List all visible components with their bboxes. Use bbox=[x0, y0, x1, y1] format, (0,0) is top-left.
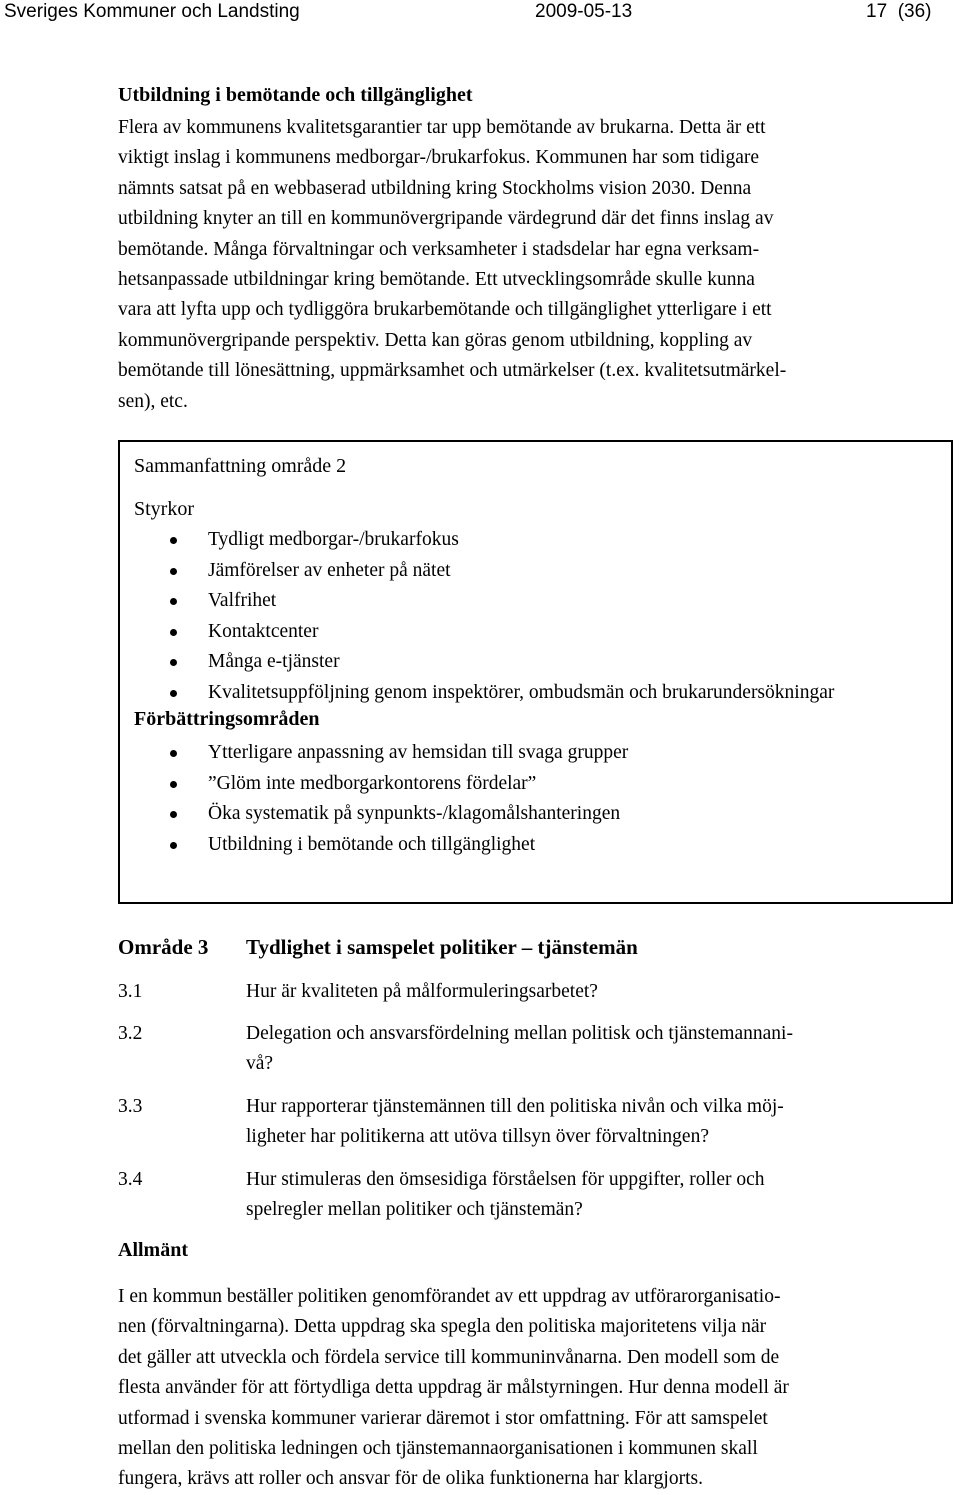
header-page-number: 17 (36) bbox=[866, 1, 932, 22]
list-item-text: ”Glöm inte medborgarkontorens fördelar” bbox=[208, 772, 537, 794]
list-item-text: Kontaktcenter bbox=[208, 620, 319, 642]
paragraph-line: det gäller att utveckla och fördela service till kommuninvånarna. Den modell som de bbox=[118, 1346, 780, 1368]
list-item-text: Utbildning i bemötande och tillgänglighet bbox=[208, 833, 536, 855]
list-item-text: Kvalitetsuppföljning genom inspektörer, ombudsmän och brukarundersökningar bbox=[208, 681, 835, 703]
general-heading: Allmänt bbox=[118, 1239, 188, 1261]
bullet-icon bbox=[170, 659, 177, 666]
bullet-icon bbox=[170, 537, 177, 544]
summary-box bbox=[118, 440, 953, 904]
paragraph-line: fungera, krävs att roller och ansvar för de olika funktionerna har klargjorts. bbox=[118, 1468, 703, 1490]
question-number: 3.3 bbox=[118, 1096, 143, 1117]
paragraph-line: nämnts satsat på en webbaserad utbildning kring Stockholms vision 2030. Denna bbox=[118, 177, 752, 199]
paragraph-line: nen (förvaltningarna). Detta uppdrag ska spegla den politiska majoritetens vilja när bbox=[118, 1316, 767, 1338]
question-text bbox=[246, 1092, 886, 1153]
list-item-text: Öka systematik på synpunkts-/klagomålshanteringen bbox=[208, 803, 621, 824]
bullet-icon bbox=[170, 750, 177, 757]
paragraph-line: Flera av kommunens kvalitetsgarantier tar upp bemötande av brukarna. Detta är ett bbox=[118, 117, 766, 138]
list-item-text: Många e-tjänster bbox=[208, 651, 340, 672]
list-item-text: Tydligt medborgar-/brukarfokus bbox=[208, 529, 459, 550]
strengths-heading: Styrkor bbox=[134, 498, 194, 520]
bullet-icon bbox=[170, 842, 177, 849]
bullet-icon bbox=[170, 629, 177, 636]
question-number: 3.2 bbox=[118, 1023, 143, 1044]
question-text bbox=[246, 1165, 886, 1226]
question-text bbox=[246, 977, 886, 1007]
section-paragraph bbox=[118, 113, 898, 417]
paragraph-line: vara att lyfta upp och tydliggöra brukarbemötande och tillgänglighet ytterligare i ett bbox=[118, 299, 772, 321]
header-date: 2009-05-13 bbox=[535, 1, 633, 22]
paragraph-line: mellan den politiska ledningen och tjänstemannaorganisationen i kommunen skall bbox=[118, 1438, 758, 1460]
paragraph-line: viktigt inslag i kommunens medborgar-/brukarfokus. Kommunen har som tidigare bbox=[118, 147, 760, 169]
paragraph-line: hetsanpassade utbildningar kring bemötande. Ett utvecklingsområde skulle kunna bbox=[118, 269, 755, 291]
paragraph-line: sen), etc. bbox=[118, 390, 188, 412]
paragraph-line: kommunövergripande perspektiv. Detta kan göras genom utbildning, koppling av bbox=[118, 329, 753, 351]
question-line: Hur stimuleras den ömsesidiga förståelsen för uppgifter, roller och bbox=[246, 1169, 765, 1190]
bullet-icon bbox=[170, 690, 177, 697]
bullet-icon bbox=[170, 568, 177, 575]
paragraph-line: bemötande. Många förvaltningar och verksamheter i stadsdelar har egna verksam- bbox=[118, 238, 760, 260]
paragraph-line: utformad i svenska kommuner varierar däremot i stor omfattning. För att samspelet bbox=[118, 1407, 768, 1429]
bullet-icon bbox=[170, 781, 177, 788]
paragraph-line: utbildning knyter an till en kommunövergripande värdegrund där det finns inslag av bbox=[118, 208, 774, 230]
page-header bbox=[0, 0, 960, 30]
header-organization: Sveriges Kommuner och Landsting bbox=[4, 1, 300, 22]
paragraph-line: flesta använder för att förtydliga detta uppdrag är målstyrningen. Hur denna modell är bbox=[118, 1377, 789, 1399]
bullet-icon bbox=[170, 598, 177, 605]
question-line: ligheter har politikerna att utöva tillsyn över förvaltningen? bbox=[246, 1126, 709, 1148]
improvements-heading: Förbättringsområden bbox=[134, 708, 320, 730]
section-title: Utbildning i bemötande och tillgänglighet bbox=[118, 84, 473, 106]
question-text bbox=[246, 1019, 886, 1080]
area-title: Tydlighet i samspelet politiker – tjänstemän bbox=[246, 935, 638, 959]
question-line: Hur rapporterar tjänstemännen till den politiska nivån och vilka möj- bbox=[246, 1096, 784, 1117]
question-number: 3.4 bbox=[118, 1169, 143, 1190]
question-line: spelregler mellan politiker och tjänstemän? bbox=[246, 1199, 583, 1221]
summary-title: Sammanfattning område 2 bbox=[134, 455, 347, 477]
list-item-text: Ytterligare anpassning av hemsidan till svaga grupper bbox=[208, 742, 629, 763]
paragraph-line: I en kommun beställer politiken genomförandet av ett uppdrag av utförarorganisatio- bbox=[118, 1286, 781, 1307]
general-paragraph bbox=[118, 1282, 898, 1495]
list-item-text: Jämförelser av enheter på nätet bbox=[208, 559, 451, 581]
question-line: Delegation och ansvarsfördelning mellan politisk och tjänstemannani- bbox=[246, 1023, 793, 1044]
question-number: 3.1 bbox=[118, 981, 143, 1002]
area-label: Område 3 bbox=[118, 935, 209, 959]
bullet-icon bbox=[170, 811, 177, 818]
question-line: vå? bbox=[246, 1053, 274, 1075]
question-line: Hur är kvaliteten på målformuleringsarbetet? bbox=[246, 981, 598, 1002]
list-item-text: Valfrihet bbox=[208, 590, 277, 611]
paragraph-line: bemötande till lönesättning, uppmärksamhet och utmärkelser (t.ex. kvalitetsutmärkel- bbox=[118, 360, 787, 382]
